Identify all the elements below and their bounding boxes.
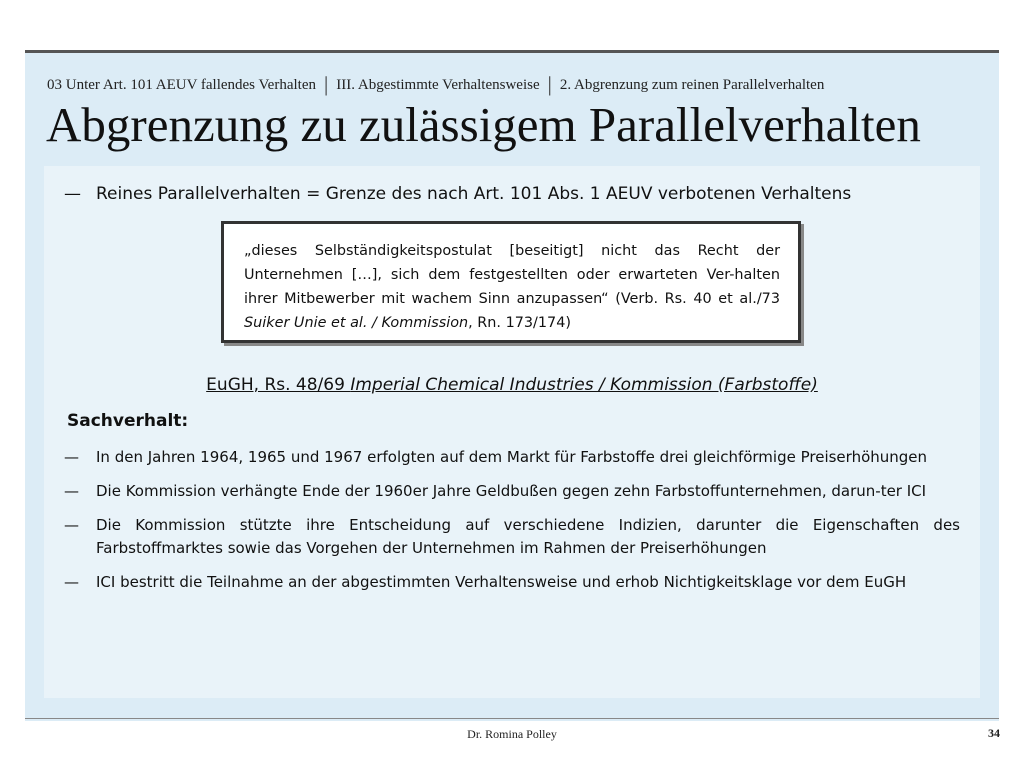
list-item: [64, 571, 960, 594]
quote-case-name: Suiker Unie et al. / Kommission: [244, 315, 469, 331]
breadcrumb-separator: |: [323, 72, 329, 96]
quote-box: [221, 221, 801, 343]
dash-bullet-marker: —: [64, 482, 79, 500]
dash-bullet-marker: —: [64, 184, 81, 204]
case-heading: [44, 375, 980, 395]
fact-text: Die Kommission stützte ihre Entscheidung auf verschiedene Indizien, darunter die Eigenschaften des Farbstoffmarktes sowie das Vorgehen der Unternehmen im Rahmen der Preiserhöhungen: [96, 516, 960, 557]
fact-text: In den Jahren 1964, 1965 und 1967 erfolgten auf dem Markt für Farbstoffe drei gleichförmige Preiserhöhungen: [96, 448, 928, 466]
quote-text: „dieses Selbständigkeitspostulat [beseitigt] nicht das Recht der Unternehmen […], sich dem festgestellten oder erwarteten Ver-halten ihrer Mitbewerber mit wachem Sinn anzupassen“ (Verb. Rs. 40 et al./73: [244, 243, 780, 307]
list-item: [64, 514, 960, 560]
fact-text: Die Kommission verhängte Ende der 1960er Jahre Geldbußen gegen zehn Farbstoffunternehmen, darun-ter ICI: [96, 482, 927, 500]
dash-bullet-marker: —: [64, 516, 79, 534]
case-name: Imperial Chemical Industries / Kommission (Farbstoffe): [350, 375, 818, 395]
case-reference: EuGH, Rs. 48/69: [206, 375, 351, 395]
list-item: [64, 480, 960, 503]
breadcrumb-subsection: 2. Abgrenzung zum reinen Parallelverhalten: [559, 77, 825, 93]
breadcrumb-section: III. Abgestimmte Verhaltensweise: [336, 77, 540, 93]
list-item: [64, 446, 960, 469]
main-bullet: [64, 184, 964, 204]
breadcrumb: [47, 70, 987, 95]
footer-author: Dr. Romina Polley: [467, 727, 557, 741]
main-bullet-text: Reines Parallelverhalten = Grenze des nach Art. 101 Abs. 1 AEUV verbotenen Verhaltens: [96, 184, 852, 204]
fact-text: ICI bestritt die Teilnahme an der abgestimmten Verhaltensweise und erhob Nichtigkeitsklage vor dem EuGH: [96, 573, 907, 591]
page-number: 34: [988, 726, 1000, 740]
dash-bullet-marker: —: [64, 573, 79, 591]
breadcrumb-chapter: 03 Unter Art. 101 AEUV fallendes Verhalten: [47, 77, 316, 93]
facts-list: [64, 446, 960, 605]
quote-reference: , Rn. 173/174): [468, 315, 571, 331]
footer-divider: [25, 718, 999, 719]
facts-heading: Sachverhalt:: [67, 411, 189, 431]
dash-bullet-marker: —: [64, 448, 79, 466]
slide-title: Abgrenzung zu zulässigem Parallelverhalten: [46, 97, 921, 152]
breadcrumb-separator: |: [547, 72, 552, 96]
